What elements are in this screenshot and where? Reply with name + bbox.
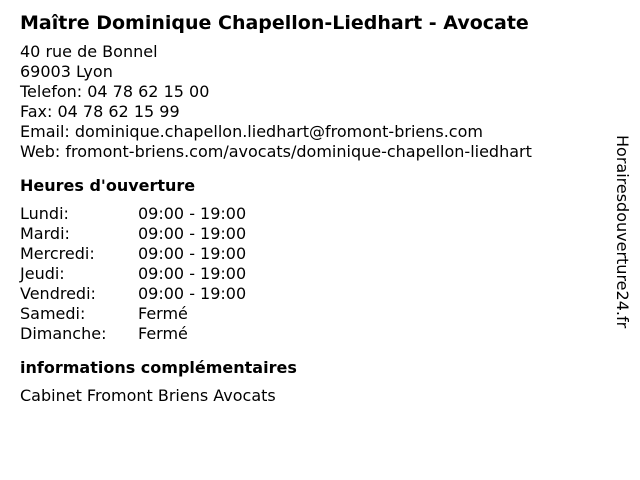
hours-row [20,304,610,324]
hours-row [20,324,610,344]
day-label: Mercredi: [20,244,95,263]
hours-value: 09:00 - 19:00 [138,244,247,263]
hours-value: 09:00 - 19:00 [138,204,247,223]
opening-hours-table [20,204,610,344]
hours-row [20,204,610,224]
phone-number: Telefon: 04 78 62 15 00 [20,82,210,101]
business-card [20,10,610,406]
email-address: Email: dominique.chapellon.liedhart@fromont-briens.com [20,122,483,141]
day-label: Lundi: [20,204,69,223]
day-label: Jeudi: [20,264,65,283]
hours-row [20,264,610,284]
hours-value: Fermé [138,324,188,343]
hours-value: Fermé [138,304,188,323]
opening-hours-heading: Heures d'ouverture [20,176,196,195]
day-label: Mardi: [20,224,70,243]
hours-row [20,224,610,244]
business-name: Maître Dominique Chapellon-Liedhart - Avocate [20,12,529,34]
extra-info-heading: informations complémentaires [20,358,297,377]
fax-number: Fax: 04 78 62 15 99 [20,102,180,121]
day-label: Dimanche: [20,324,107,343]
hours-value: 09:00 - 19:00 [138,264,247,283]
extra-info-text: Cabinet Fromont Briens Avocats [20,386,276,405]
hours-value: 09:00 - 19:00 [138,224,247,243]
site-watermark: Horairesdouverture24.fr [613,135,632,329]
hours-value: 09:00 - 19:00 [138,284,247,303]
day-label: Samedi: [20,304,86,323]
website-address: Web: fromont-briens.com/avocats/dominique-chapellon-liedhart [20,142,532,161]
day-label: Vendredi: [20,284,96,303]
hours-row [20,244,610,264]
address-city: 69003 Lyon [20,62,113,81]
address-street: 40 rue de Bonnel [20,42,158,61]
hours-row [20,284,610,304]
